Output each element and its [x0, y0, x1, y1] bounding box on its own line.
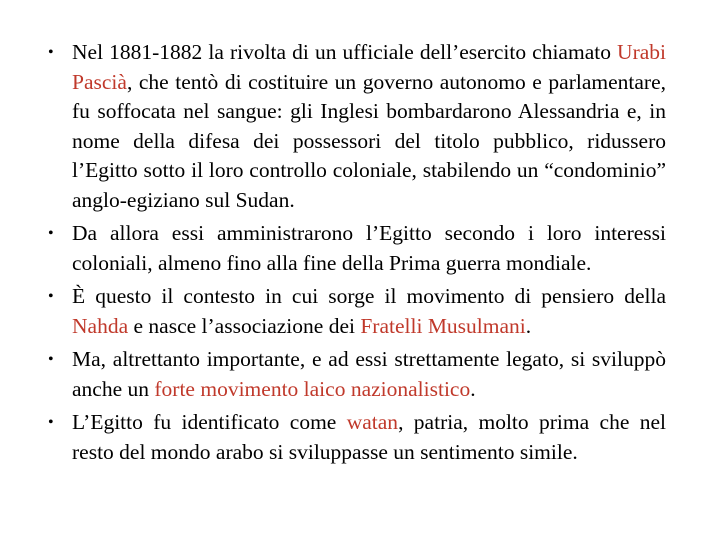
- bullet-item: [48, 219, 666, 278]
- highlighted-term: Urabi Pascià: [72, 40, 666, 94]
- bullet-dot-icon: •: [48, 225, 54, 242]
- bullet-text-segment: Ma, altrettanto importante, e ad essi strettamente legato, si sviluppò anche un: [72, 347, 666, 401]
- bullet-text-segment: Nel 1881-1882 la rivolta di un ufficiale dell’esercito chiamato: [72, 40, 618, 64]
- bullet-dot-icon: •: [48, 351, 54, 368]
- highlighted-term: Fratelli Musulmani: [360, 313, 526, 338]
- bullet-dot-icon: •: [48, 414, 54, 431]
- bullet-text-segment: .: [470, 376, 476, 401]
- bullet-text-segment: Da allora essi amministrarono l’Egitto secondo i loro interessi coloniali, almeno fino alla fine della Prima guerra mondiale.: [72, 221, 666, 275]
- bullet-text-segment: L’Egitto fu identificato come: [72, 410, 347, 434]
- highlighted-term: watan: [346, 410, 399, 434]
- bullet-item: [48, 282, 666, 341]
- highlighted-term: forte movimento laico nazionalistico: [154, 376, 471, 401]
- bullet-list: [48, 38, 666, 471]
- bullet-text-segment: È questo il contesto in cui sorge il movimento di pensiero della: [72, 284, 666, 308]
- bullet-dot-icon: •: [48, 288, 54, 305]
- bullet-item: [48, 408, 666, 467]
- bullet-text-segment: , patria, molto prima che nel resto del mondo arabo si sviluppasse un sentimento simile.: [72, 410, 666, 464]
- bullet-text-segment: .: [525, 313, 532, 338]
- bullet-text-segment: , che tentò di costituire un governo autonomo e parlamentare, fu soffocata nel sangue: gli Inglesi bombardarono Alessandria e, in nome della difesa dei possessori del titolo pubblico, ridussero l’Egitto sotto il loro controllo coloniale, stabilendo un “condominio” anglo-egiziano sul Sudan.: [72, 69, 666, 212]
- bullet-text-segment: e nasce l’associazione dei: [128, 313, 361, 338]
- bullet-item: [48, 345, 666, 404]
- bullet-item: [48, 38, 666, 215]
- bullet-dot-icon: •: [48, 44, 54, 61]
- highlighted-term: Nahda: [72, 313, 129, 338]
